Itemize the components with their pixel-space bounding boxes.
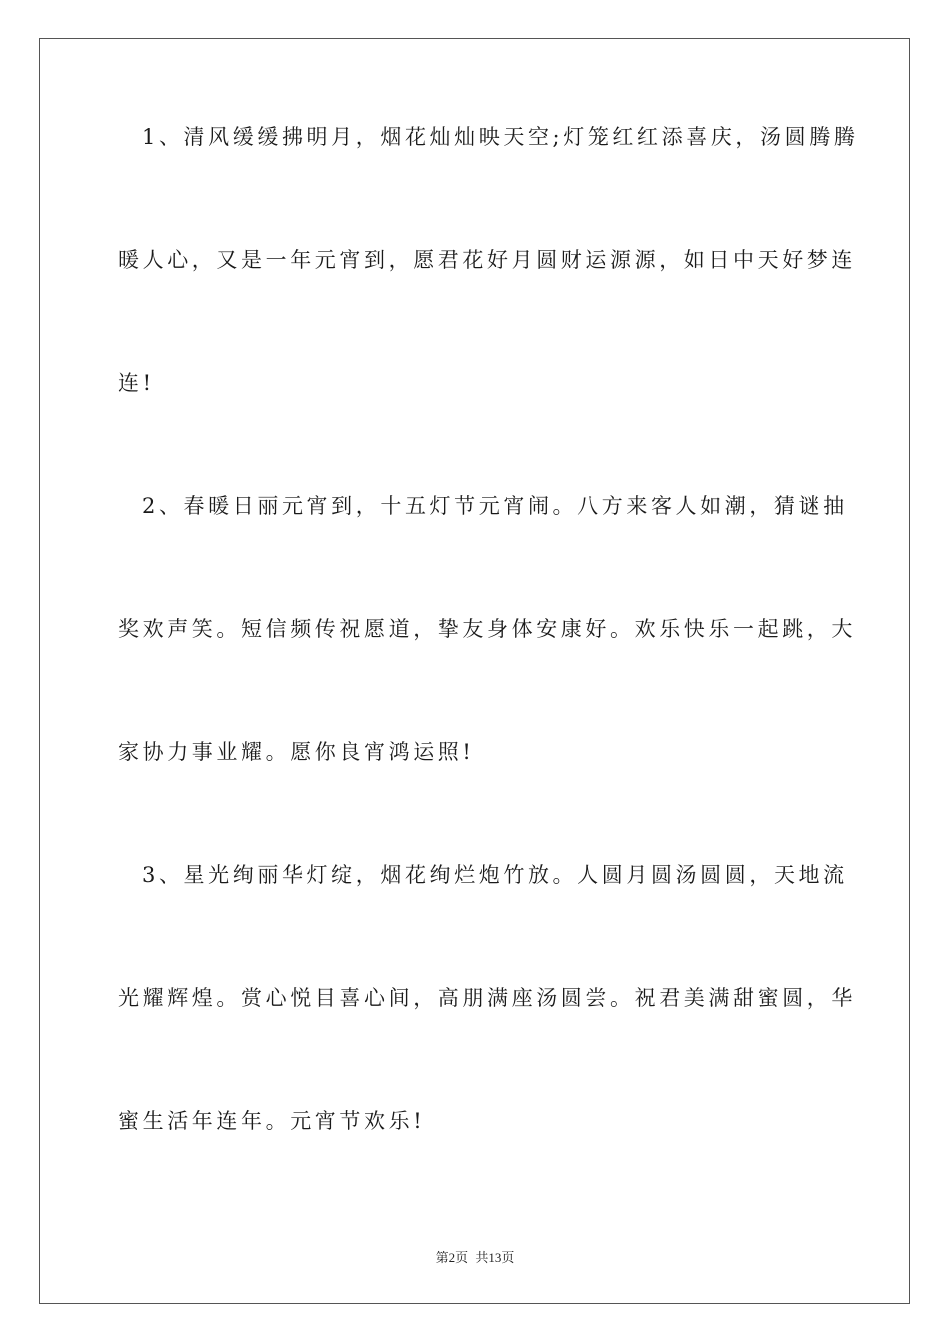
paragraph-1	[118, 122, 859, 398]
paragraph-line: 连!	[118, 371, 155, 395]
paragraph-line: 蜜生活年连年。元宵节欢乐!	[118, 1109, 426, 1133]
paragraph-line: 光耀辉煌。赏心悦目喜心间，高朋满座汤圆尝。祝君美满甜蜜圆，华	[118, 986, 856, 1010]
paragraph-3	[118, 860, 856, 1136]
paragraph-2	[118, 491, 856, 767]
page-total: 共13页	[475, 1250, 515, 1265]
paragraph-line: 3、星光绚丽华灯绽，烟花绚烂炮竹放。人圆月圆汤圆圆，天地流	[142, 863, 848, 887]
paragraph-line: 奖欢声笑。短信频传祝愿道，挚友身体安康好。欢乐快乐一起跳，大	[118, 617, 856, 641]
page-number: 第2页	[435, 1250, 469, 1265]
document-body	[118, 122, 859, 1136]
page-footer	[0, 1247, 950, 1266]
paragraph-line: 家协力事业耀。愿你良宵鸿运照!	[118, 740, 475, 764]
paragraph-line: 暖人心，又是一年元宵到，愿君花好月圆财运源源，如日中天好梦连	[118, 248, 856, 272]
paragraph-line: 2、春暖日丽元宵到，十五灯节元宵闹。八方来客人如潮，猜谜抽	[142, 494, 848, 518]
paragraph-line: 1、清风缓缓拂明月，烟花灿灿映天空;灯笼红红添喜庆，汤圆腾腾	[142, 125, 859, 149]
